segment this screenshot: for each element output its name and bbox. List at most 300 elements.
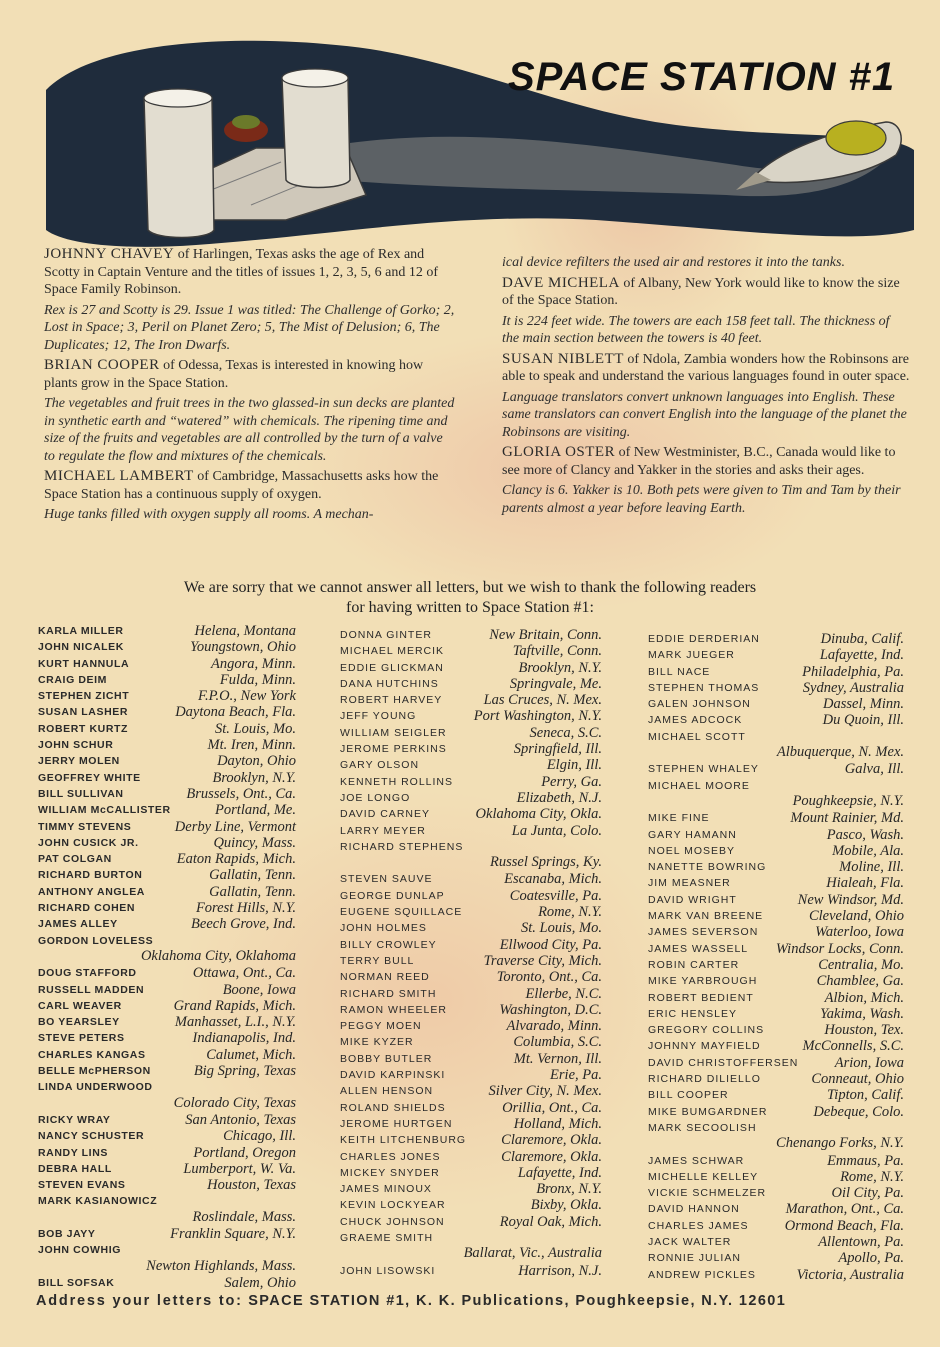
reader-entry	[340, 824, 602, 840]
reader-entry	[648, 792, 904, 811]
reader-location: Gallatin, Tenn.	[209, 883, 296, 900]
reader-entry	[38, 1257, 296, 1276]
reader-entry	[340, 677, 602, 693]
answer-continued: ical device refilters the used air and restores it into the tanks.	[502, 255, 845, 270]
reader-location: Alvarado, Minn.	[506, 1018, 602, 1035]
asker-name: DAVE MICHELA	[502, 274, 620, 291]
reader-name: STEPHEN ZICHT	[38, 690, 130, 703]
reader-entry	[340, 1247, 602, 1263]
reader-name: JOHN LISOWSKI	[340, 1264, 436, 1277]
reader-location: Chicago, Ill.	[223, 1128, 296, 1145]
reader-location: Moline, Ill.	[839, 859, 904, 876]
reader-entry	[648, 1268, 904, 1284]
reader-entry	[340, 921, 602, 937]
reader-location: Gallatin, Tenn.	[209, 867, 296, 884]
reader-location: Waterloo, Iowa	[815, 924, 904, 941]
reader-name: KEITH LITCHENBURG	[340, 1134, 467, 1147]
reader-location: Coatesville, Pa.	[509, 887, 602, 904]
reader-name: JAMES ALLEY	[38, 918, 118, 931]
reader-name: MARK JUEGER	[648, 649, 735, 662]
reader-location: Claremore, Okla.	[501, 1132, 602, 1149]
reader-entry	[38, 836, 296, 852]
reader-location: Silver City, N. Mex.	[488, 1083, 602, 1100]
reader-name: ALLEN HENSON	[340, 1085, 434, 1098]
reader-location: Calumet, Mich.	[206, 1046, 296, 1063]
reader-entry	[648, 844, 904, 860]
reader-list-column-3	[648, 632, 904, 1284]
reader-entry	[648, 1023, 904, 1039]
reader-entry	[38, 885, 296, 901]
answer: Rex is 27 and Scotty is 29. Issue 1 was titled: The Challenge of Gorko; 2, Lost in Space; 3, Peril on Planet Zero; 5, The Mist of Delusion; 6, The Duplicates; 12, The Iron Dwarfs.	[44, 302, 455, 353]
reader-location: Albion, Mich.	[824, 989, 904, 1006]
reader-entry	[38, 1015, 296, 1031]
reader-entry	[38, 705, 296, 721]
reader-location: Rome, N.Y.	[840, 1168, 904, 1185]
reader-name: KENNETH ROLLINS	[340, 775, 454, 788]
reader-location: Oklahoma City, Okla.	[475, 806, 602, 823]
reader-entry	[38, 1064, 296, 1080]
reader-entry	[38, 868, 296, 884]
reader-location: Hialeah, Fla.	[826, 875, 904, 892]
reader-location: Helena, Montana	[194, 623, 296, 639]
reader-entry	[340, 905, 602, 921]
answer: Language translators convert unknown languages into English. These same translators can convert English into the language of the planet the Robinsons are visiting.	[502, 389, 907, 440]
reader-entry	[648, 1007, 904, 1023]
reader-name: MIKE KYZER	[340, 1036, 414, 1049]
reader-entry	[648, 860, 904, 876]
reader-name: JEFF YOUNG	[340, 710, 417, 723]
reader-location: Yakima, Wash.	[820, 1005, 904, 1022]
reader-name: GEORGE DUNLAP	[340, 889, 445, 902]
reader-name: JIM MEASNER	[648, 877, 731, 890]
reader-name: EDDIE GLICKMAN	[340, 661, 444, 674]
reader-entry	[648, 893, 904, 909]
reader-entry	[340, 807, 602, 823]
reader-name: BOB JAYY	[38, 1227, 96, 1240]
reader-location: Quincy, Mass.	[213, 834, 296, 851]
reader-name: BILL SOFSAK	[38, 1276, 115, 1289]
reader-entry	[648, 1219, 904, 1235]
reader-name: JOHN CUSICK JR.	[38, 836, 139, 849]
reader-name: PEGGY MOEN	[340, 1020, 422, 1033]
reader-entry	[340, 628, 602, 644]
reader-list-column-1	[38, 624, 296, 1292]
question: DAVE MICHELA of Albany, New York would like to know the size of the Space Station.	[502, 274, 900, 308]
reader-name: RICHARD SMITH	[340, 987, 437, 1000]
reader-name: TIMMY STEVENS	[38, 820, 132, 833]
reader-name: BO YEARSLEY	[38, 1016, 120, 1029]
reader-name: CHARLES JAMES	[648, 1219, 749, 1232]
reader-entry	[340, 1084, 602, 1100]
reader-name: ANTHONY ANGLEA	[38, 885, 145, 898]
reader-location: Las Cruces, N. Mex.	[483, 692, 602, 709]
reader-location: Emmaus, Pa.	[827, 1152, 904, 1169]
reader-location: Springfield, Ill.	[513, 741, 602, 758]
reader-location: Brooklyn, N.Y.	[212, 769, 296, 786]
reader-location: Albuquerque, N. Mex.	[776, 744, 904, 761]
reader-name: DOUG STAFFORD	[38, 967, 137, 980]
reader-location: Mobile, Ala.	[832, 842, 904, 859]
reader-entry	[648, 1235, 904, 1251]
reader-name: DEBRA HALL	[38, 1162, 112, 1175]
reader-entry	[38, 983, 296, 999]
reader-location: Taftville, Conn.	[512, 643, 602, 660]
question: JOHNNY CHAVEY of Harlingen, Texas asks the age of Rex and Scotty in Captain Venture and the titles of issues 1, 2, 3, 5, 6 and 12 of Space Family Robinson.	[44, 246, 439, 297]
reader-location: Conneaut, Ohio	[811, 1071, 904, 1088]
reader-name: MICHELLE KELLEY	[648, 1170, 759, 1183]
reader-location: Daytona Beach, Fla.	[175, 704, 296, 721]
reader-entry	[340, 856, 602, 872]
question: SUSAN NIBLETT of Ndola, Zambia wonders how the Robinsons are able to speak and understand the various languages found in outer space.	[502, 350, 910, 384]
reader-location: Du Quoin, Ill.	[822, 712, 904, 729]
page-title: SPACE STATION #1	[508, 55, 896, 99]
reader-name: GEOFFREY WHITE	[38, 771, 141, 784]
reader-name: JAMES SEVERSON	[648, 926, 759, 939]
reader-name: RICHARD COHEN	[38, 902, 136, 915]
reader-entry	[340, 791, 602, 807]
reader-location: Brussels, Ont., Ca.	[186, 785, 296, 802]
reader-entry	[340, 1198, 602, 1214]
reader-location: Ballarat, Vic., Australia	[463, 1245, 602, 1262]
reader-name: EUGENE SQUILLACE	[340, 906, 463, 919]
reader-name: RONNIE JULIAN	[648, 1252, 741, 1265]
reader-entry	[340, 1166, 602, 1182]
reader-entry	[648, 746, 904, 762]
reader-location: Elizabeth, N.J.	[516, 789, 602, 806]
reader-name: MIKE BUMGARDNER	[648, 1105, 768, 1118]
answer: Clancy is 6. Yakker is 10. Both pets were given to Tim and Tam by their parents almost a year before leaving Earth.	[502, 483, 901, 516]
reader-location: Dayton, Ohio	[217, 753, 296, 770]
reader-entry	[648, 1072, 904, 1088]
reader-name: STEPHEN THOMAS	[648, 681, 760, 694]
reader-entry	[340, 1101, 602, 1117]
reader-name: BOBBY BUTLER	[340, 1052, 433, 1065]
reader-name: JAMES SCHWAR	[648, 1154, 745, 1167]
reader-entry	[38, 917, 296, 933]
reader-name: RUSSELL MADDEN	[38, 983, 145, 996]
reader-name: WILLIAM McCALLISTER	[38, 804, 171, 817]
reader-name: DANA HUTCHINS	[340, 677, 439, 690]
reader-location: Eaton Rapids, Mich.	[176, 851, 296, 868]
reader-location: Elgin, Ill.	[546, 757, 602, 774]
answer: It is 224 feet wide. The towers are each 158 feet tall. The thickness of the main section between the towers is 40 feet.	[502, 313, 890, 346]
reader-location: Erie, Pa.	[550, 1067, 602, 1084]
reader-name: BILL SULLIVAN	[38, 787, 124, 800]
reader-name: CHARLES JONES	[340, 1150, 441, 1163]
reader-entry	[340, 889, 602, 905]
reader-location: Holland, Mich.	[513, 1115, 602, 1132]
reader-location: Fulda, Minn.	[219, 671, 296, 688]
reader-location: Arion, Iowa	[834, 1054, 904, 1071]
reader-location: Colorado City, Texas	[173, 1094, 296, 1111]
reader-entry	[38, 901, 296, 917]
reader-location: Lumberport, W. Va.	[183, 1160, 296, 1177]
reader-location: Galva, Ill.	[844, 761, 904, 778]
reader-location: Newton Highlands, Mass.	[146, 1257, 296, 1274]
reader-entry	[38, 1208, 296, 1227]
reader-name: KURT HANNULA	[38, 657, 130, 670]
reader-entry	[340, 1003, 602, 1019]
reader-location: Harrison, N.J.	[518, 1262, 602, 1279]
reader-list-column-2	[340, 628, 602, 1280]
reader-entry	[38, 1162, 296, 1178]
letters-column-left	[44, 246, 456, 527]
reader-name: KEVIN LOCKYEAR	[340, 1199, 446, 1212]
reader-name: MARK KASIANOWICZ	[38, 1195, 158, 1208]
reader-name: MICKEY SNYDER	[340, 1166, 440, 1179]
reader-entry	[38, 1113, 296, 1129]
reader-location: Bronx, N.Y.	[536, 1181, 602, 1198]
reader-name: MIKE FINE	[648, 812, 710, 825]
reader-entry	[38, 624, 296, 640]
reader-entry	[648, 876, 904, 892]
reader-location: Columbia, S.C.	[513, 1034, 602, 1051]
reader-entry	[648, 1154, 904, 1170]
reader-name: ROBERT BEDIENT	[648, 991, 754, 1004]
reader-name: NANCY SCHUSTER	[38, 1130, 145, 1143]
reader-name: PAT COLGAN	[38, 853, 112, 866]
reader-name: GRAEME SMITH	[340, 1231, 434, 1244]
reader-entry	[38, 947, 296, 966]
reader-entry	[648, 909, 904, 925]
reader-location: Salem, Ohio	[224, 1274, 296, 1291]
reader-name: KARLA MILLER	[38, 625, 124, 637]
reader-entry	[340, 1117, 602, 1133]
asker-name: SUSAN NIBLETT	[502, 350, 624, 367]
reader-entry	[38, 1146, 296, 1162]
reader-entry	[648, 665, 904, 681]
answer: Huge tanks filled with oxygen supply all rooms. A mechan-	[44, 507, 374, 522]
reader-location: Portland, Me.	[215, 802, 296, 819]
reader-entry	[340, 644, 602, 660]
reader-location: Chamblee, Ga.	[816, 973, 904, 990]
reader-name: ROBERT KURTZ	[38, 722, 129, 735]
reader-entry	[38, 1227, 296, 1243]
reader-entry	[340, 661, 602, 677]
reader-location: Traverse City, Mich.	[483, 952, 602, 969]
reader-entry	[340, 872, 602, 888]
reader-location: Cleveland, Ohio	[808, 908, 904, 925]
reader-location: Washington, D.C.	[499, 1001, 602, 1018]
asker-name: GLORIA OSTER	[502, 444, 616, 460]
question: BRIAN COOPER of Odessa, Texas is interested in knowing how plants grow in the Space Station.	[44, 357, 424, 391]
reader-name: DAVID KARPINSKI	[340, 1069, 446, 1082]
reader-name: DAVID WRIGHT	[648, 893, 737, 906]
reader-entry	[38, 1276, 296, 1292]
reader-name: GREGORY COLLINS	[648, 1024, 765, 1037]
mailing-address	[36, 1293, 916, 1309]
reader-name: BILLY CROWLEY	[340, 938, 437, 951]
reader-entry	[38, 738, 296, 754]
reader-name: JAMES WASSELL	[648, 942, 749, 955]
reader-location: Seneca, S.C.	[529, 724, 602, 741]
reader-entry	[38, 771, 296, 787]
reader-name: VICKIE SCHMELZER	[648, 1187, 767, 1200]
reader-entry	[648, 713, 904, 729]
reader-name: JEROME PERKINS	[340, 743, 447, 756]
reader-entry	[340, 954, 602, 970]
reader-name: RICKY WRAY	[38, 1113, 111, 1126]
reader-entry	[648, 942, 904, 958]
reader-location: Perry, Ga.	[541, 773, 602, 790]
reader-name: CRAIG DEIM	[38, 673, 107, 686]
reader-location: Philadelphia, Pa.	[802, 663, 904, 680]
reader-location: Russel Springs, Ky.	[490, 854, 602, 871]
reader-location: Windsor Locks, Conn.	[775, 940, 904, 957]
reader-location: Derby Line, Vermont	[174, 818, 296, 835]
reader-name: BILL NACE	[648, 665, 711, 678]
reader-entry	[648, 974, 904, 990]
reader-entry	[340, 1052, 602, 1068]
reader-entry	[648, 762, 904, 778]
reader-entry	[648, 1170, 904, 1186]
reader-location: San Antonio, Texas	[185, 1111, 296, 1128]
reader-entry	[648, 1056, 904, 1072]
reader-name: RICHARD STEPHENS	[340, 840, 464, 853]
reader-location: Ormond Beach, Fla.	[784, 1217, 904, 1234]
reader-entry	[340, 970, 602, 986]
reader-location: F.P.O., New York	[197, 688, 296, 705]
reader-name: SUSAN LASHER	[38, 706, 129, 719]
reader-location: Springvale, Me.	[509, 675, 602, 692]
reader-entry	[38, 999, 296, 1015]
reader-location: Manhasset, L.I., N.Y.	[174, 1014, 296, 1031]
reader-location: Centralia, Mo.	[818, 956, 904, 973]
reader-name: GALEN JOHNSON	[648, 698, 751, 711]
reader-location: Orillia, Ont., Ca.	[502, 1099, 602, 1116]
reader-entry	[340, 775, 602, 791]
reader-name: ERIC HENSLEY	[648, 1007, 738, 1020]
reader-entry	[38, 640, 296, 656]
reader-entry	[38, 852, 296, 868]
reader-name: BELLE McPHERSON	[38, 1065, 151, 1078]
reader-location: Rome, N.Y.	[538, 904, 602, 921]
reader-entry	[38, 722, 296, 738]
reader-location: Escanaba, Mich.	[504, 871, 602, 888]
reader-name: ROBERT HARVEY	[340, 694, 443, 707]
reader-location: Debeque, Colo.	[813, 1103, 904, 1120]
reader-entry	[648, 697, 904, 713]
reader-location: Youngstown, Ohio	[190, 639, 296, 656]
reader-entry	[38, 1094, 296, 1113]
reader-location: Bixby, Okla.	[530, 1197, 602, 1214]
reader-entry	[648, 925, 904, 941]
reader-entry	[648, 1137, 904, 1153]
reader-location: Marathon, Ont., Ca.	[785, 1201, 904, 1218]
reader-location: St. Louis, Mo.	[215, 720, 296, 737]
thanks-note: We are sorry that we cannot answer all letters, but we wish to thank the following readers for having written to Space Station #1:	[183, 579, 757, 616]
reader-entry	[340, 938, 602, 954]
reader-location: Beech Grove, Ind.	[191, 916, 296, 933]
reader-entry	[340, 1019, 602, 1035]
address-text: SPACE STATION #1, K. K. Publications, Poughkeepsie, N.Y. 12601	[248, 1293, 787, 1309]
reader-name: DAVID CHRISTOFFERSEN	[648, 1056, 799, 1069]
reader-location: Forest Hills, N.Y.	[195, 900, 296, 917]
reader-entry	[340, 1215, 602, 1231]
reader-name: DONNA GINTER	[340, 629, 432, 641]
reader-entry	[648, 1088, 904, 1104]
reader-entry	[648, 1202, 904, 1218]
reader-location: Apollo, Pa.	[838, 1250, 904, 1267]
reader-location: Angora, Minn.	[211, 655, 296, 672]
reader-location: La Junta, Colo.	[511, 822, 602, 839]
reader-name: GARY OLSON	[340, 759, 420, 772]
reader-name: NANETTE BOWRING	[648, 861, 767, 874]
reader-entry	[648, 991, 904, 1007]
reader-entry	[38, 1129, 296, 1145]
reader-location: Chenango Forks, N.Y.	[776, 1135, 904, 1152]
question: MICHAEL LAMBERT of Cambridge, Massachusetts asks how the Space Station has a continuous supply of oxygen.	[44, 468, 439, 502]
reader-location: Sydney, Australia	[802, 679, 904, 696]
reader-name: DAVID CARNEY	[340, 808, 430, 821]
reader-entry	[648, 958, 904, 974]
reader-location: Mt. Vernon, Ill.	[513, 1050, 602, 1067]
reader-location: Grand Rapids, Mich.	[173, 997, 296, 1014]
reader-location: Victoria, Australia	[796, 1266, 904, 1283]
reader-entry	[340, 987, 602, 1003]
reader-location: Port Washington, N.Y.	[473, 708, 602, 725]
reader-location: Dinuba, Calif.	[820, 631, 904, 647]
reader-location: Claremore, Okla.	[501, 1148, 602, 1165]
reader-location: Pasco, Wash.	[826, 826, 904, 843]
reader-location: McConnells, S.C.	[802, 1038, 904, 1055]
reader-name: STEVEN EVANS	[38, 1179, 126, 1192]
reader-location: Brooklyn, N.Y.	[518, 659, 602, 676]
reader-entry	[648, 632, 904, 648]
reader-name: MARK SECOOLISH	[648, 1121, 757, 1134]
reader-entry	[648, 648, 904, 664]
reader-name: ANDREW PICKLES	[648, 1268, 756, 1281]
reader-entry	[38, 803, 296, 819]
reader-name: JOE LONGO	[340, 791, 411, 804]
reader-location: Dassel, Minn.	[823, 696, 904, 713]
reader-entry	[340, 693, 602, 709]
reader-location: St. Louis, Mo.	[521, 920, 602, 937]
asker-name: BRIAN COOPER	[44, 357, 160, 373]
reader-location: Toronto, Ont., Ca.	[496, 969, 602, 986]
reader-entry	[38, 966, 296, 982]
reader-entry	[340, 1068, 602, 1084]
reader-entry	[340, 1150, 602, 1166]
reader-entry	[648, 811, 904, 827]
reader-name: EDDIE DERDERIAN	[648, 633, 760, 645]
reader-name: RAMON WHEELER	[340, 1003, 447, 1016]
reader-name: JOHN HOLMES	[340, 922, 427, 935]
reader-location: Tipton, Calif.	[827, 1087, 904, 1104]
reader-name: RICHARD BURTON	[38, 869, 143, 882]
reader-location: Oklahoma City, Oklahoma	[140, 947, 296, 964]
reader-name: JAMES ADCOCK	[648, 714, 743, 727]
reader-entry	[340, 709, 602, 725]
reader-name: MICHAEL MERCIK	[340, 645, 445, 658]
reader-location: Mount Rainier, Md.	[790, 810, 904, 827]
reader-entry	[38, 754, 296, 770]
reader-location: Ellerbe, N.C.	[525, 985, 602, 1002]
reader-name: MICHAEL SCOTT	[648, 730, 746, 743]
reader-entry	[38, 787, 296, 803]
reader-name: JERRY MOLEN	[38, 755, 120, 768]
reader-entry	[38, 657, 296, 673]
reader-location: Houston, Texas	[207, 1177, 296, 1194]
reader-name: TERRY BULL	[340, 954, 415, 967]
reader-name: NOEL MOSEBY	[648, 844, 736, 857]
reader-entry	[648, 681, 904, 697]
letters-column-right	[502, 254, 910, 520]
reader-location: Lafayette, Ind.	[819, 647, 904, 664]
reader-name: MIKE YARBROUGH	[648, 975, 758, 988]
reader-entry	[648, 1186, 904, 1202]
reader-location: New Windsor, Md.	[797, 891, 904, 908]
